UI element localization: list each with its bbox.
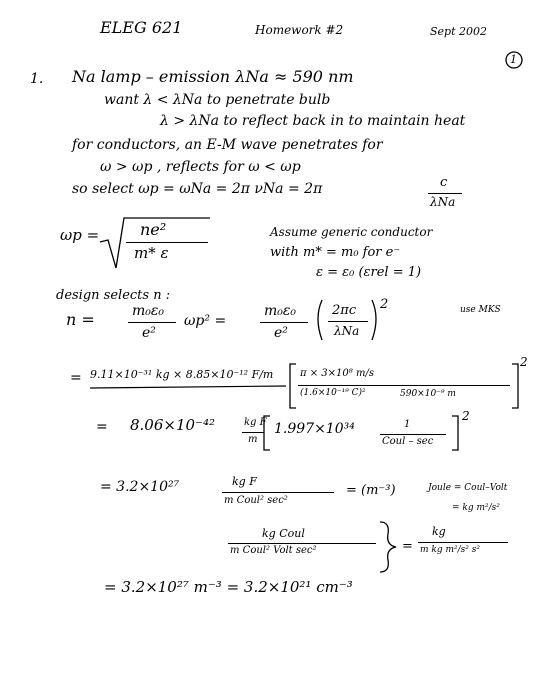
step1-bracket-bar (298, 385, 510, 386)
wp-num: ne² (140, 220, 167, 239)
step2-eq: = (96, 419, 108, 435)
step4-result-den: m kg m²/s² s² (420, 545, 480, 555)
n-paren-den: λNa (334, 324, 360, 338)
line-na-lamp: Na lamp – emission λNa ≈ 590 nm (72, 67, 354, 86)
step2-bracket-num: 1 (404, 419, 411, 430)
n-frac2-bar (260, 322, 308, 323)
n-mid: ωp² = (184, 313, 227, 329)
joule-note-1: Joule = Coul–Volt (428, 483, 508, 493)
step3-den: m Coul² sec² (224, 495, 288, 506)
n-lhs: n = (66, 310, 95, 329)
select-frac-den: λNa (430, 195, 456, 209)
step4-den: m Coul² Volt sec² (230, 545, 317, 556)
homework-title: Homework #2 (255, 23, 344, 37)
wp-bar (126, 242, 208, 243)
step2-bracket-value: 1.997×10³⁴ (274, 421, 355, 437)
course-code: ELEG 621 (100, 18, 183, 37)
n-frac2-den: e² (274, 325, 288, 341)
line-reflect: λ > λNa to reflect back in to maintain heat (160, 113, 466, 129)
step1-eq: = (70, 370, 82, 386)
date: Sept 2002 (430, 25, 487, 38)
assume-line-2: with m* = m₀ for e⁻ (270, 245, 401, 260)
step2-bracket-den: Coul – sec (382, 436, 434, 447)
n-paren-bar (328, 321, 368, 322)
line-omega-condition: ω > ωp , reflects for ω < ωp (100, 159, 301, 175)
n-frac1-num: m₀ε₀ (132, 303, 165, 319)
line-select: so select ωp = ωNa = 2π νNa = 2π (72, 181, 323, 197)
line-penetrate: want λ < λNa to penetrate bulb (104, 92, 331, 108)
step4-num: kg Coul (262, 527, 305, 540)
joule-note-2: = kg m²/s² (452, 503, 500, 513)
step1-bracket-den: 590×10⁻⁹ m (400, 389, 456, 399)
step1-bracket-num: π × 3×10⁸ m/s (300, 368, 374, 379)
step4-result-bar (418, 542, 508, 543)
final-result: = 3.2×10²⁷ m⁻³ = 3.2×10²¹ cm⁻³ (104, 578, 353, 596)
step1-square: 2 (520, 355, 528, 369)
step2-value: 8.06×10⁻⁴² (130, 416, 215, 434)
wp-den: m* ε (134, 244, 169, 262)
wp-lhs: ωp = (60, 226, 100, 244)
step3-bar (222, 492, 334, 493)
n-frac1-den: e² (142, 325, 156, 341)
n-frac1-bar (128, 322, 176, 323)
step2-bracket-bar (380, 434, 446, 435)
step4-result-num: kg (432, 525, 446, 538)
step3-num: kg F (232, 475, 257, 488)
step2-unit-num: kg F (244, 417, 267, 428)
step3-result: = (m⁻³) (346, 483, 396, 498)
page-number: 1 (510, 53, 517, 66)
mks-note: use MKS (460, 305, 501, 315)
select-frac-bar (428, 193, 462, 194)
step1-num: 9.11×10⁻³¹ kg × 8.85×10⁻¹² F/m (90, 368, 274, 381)
step4-bar (228, 543, 376, 544)
step2-square: 2 (462, 409, 470, 423)
step2-unit-bar (242, 432, 264, 433)
problem-number: 1. (30, 71, 44, 87)
line-conductors: for conductors, an E-M wave penetrates for (72, 137, 383, 153)
step1-denominator-charge: (1.6×10⁻¹⁹ C)² (300, 388, 366, 398)
design-line: design selects n : (56, 288, 171, 303)
step3-eq: = 3.2×10²⁷ (100, 479, 180, 495)
step4-eq: = (402, 539, 413, 554)
assume-line-3: ε = ε₀ (εrel = 1) (316, 265, 422, 280)
n-paren-num: 2πc (332, 303, 357, 318)
n-frac2-num: m₀ε₀ (264, 303, 297, 319)
assume-line-1: Assume generic conductor (270, 225, 433, 239)
step2-unit-den: m (248, 434, 258, 445)
select-frac-num: c (440, 175, 448, 190)
n-square: 2 (380, 297, 389, 312)
